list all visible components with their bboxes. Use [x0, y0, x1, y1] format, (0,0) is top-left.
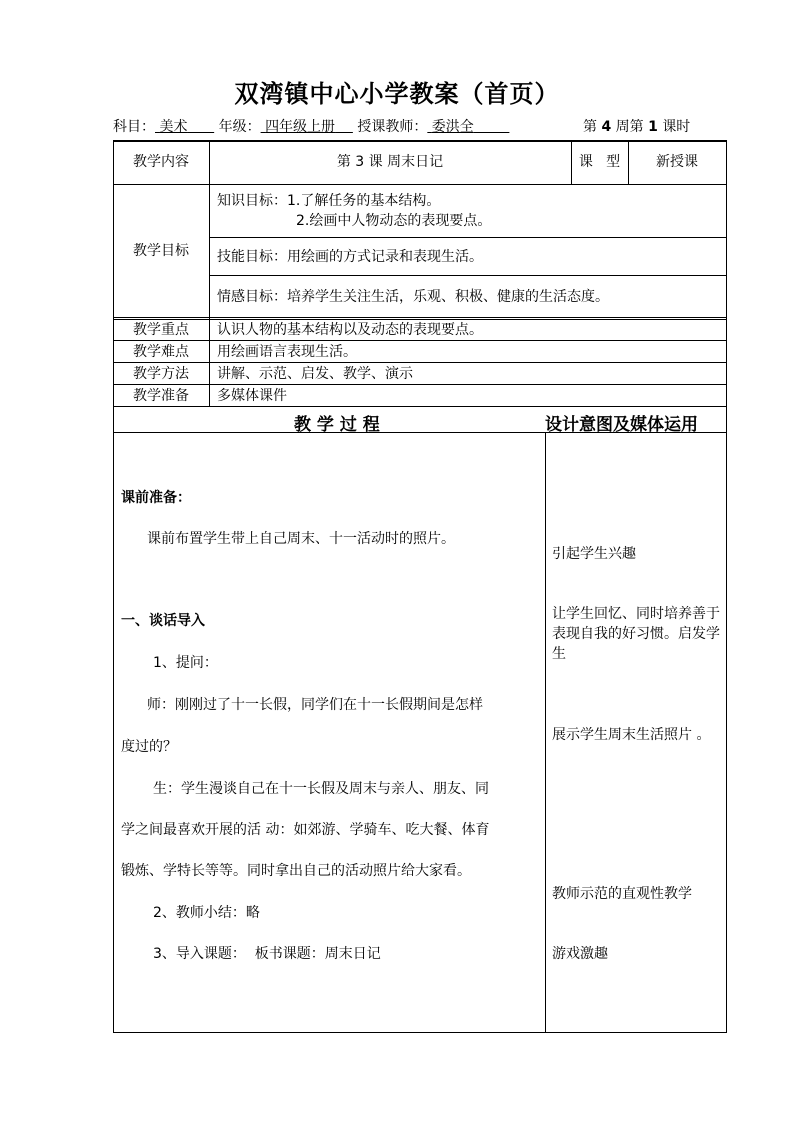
key-label: 教学重点: [133, 322, 189, 338]
skill-goal: 技能目标：用绘画的方式记录和表现生活。: [217, 249, 483, 265]
week-period: 第 4 周第 1 课时: [583, 119, 691, 135]
teacher-line-1: 师：刚刚过了十一长假，同学们在十一长假期间是怎样: [147, 697, 483, 713]
difficulty-label: 教学难点: [133, 344, 189, 360]
knowledge-goal-1: 知识目标：1.了解任务的基本结构。: [217, 193, 441, 209]
difficulty-value: 用绘画语言表现生活。: [217, 344, 357, 360]
student-line-3: 锻炼、学特长等等。同时拿出自己的活动照片给大家看。: [121, 863, 471, 879]
student-line-1: 生：学生漫谈自己在十一长假及周末与亲人、朋友、同: [153, 781, 489, 797]
prep-label: 教学准备: [133, 388, 189, 404]
method-label: 教学方法: [133, 366, 189, 382]
prep-heading: 课前准备：: [121, 490, 191, 506]
note-interest: 引起学生兴趣: [552, 546, 636, 562]
note-recall: 让学生回忆、同时培养善于表现自我的好习惯。启发学生: [552, 606, 720, 662]
grade-label: 年级：: [218, 119, 261, 135]
lesson-title: 第 3 课 周末日记: [336, 154, 444, 170]
note-demo: 教师示范的直观性教学: [552, 886, 692, 902]
note-photos: 展示学生周末生活照片 。: [552, 727, 711, 743]
content-label: 教学内容: [133, 154, 189, 170]
teacher-label: 授课教师：: [357, 119, 428, 135]
subject-value: 美术: [159, 119, 188, 135]
process-header: 教 学 过 程: [294, 415, 380, 435]
prep-text: 课前布置学生带上自己周末、十一活动时的照片。: [147, 531, 455, 547]
info-line: [113, 118, 509, 136]
step-2: 2、教师小结：略: [153, 905, 260, 921]
section-1-heading: 一、谈话导入: [121, 613, 205, 629]
note-game: 游戏激趣: [552, 946, 608, 962]
teacher-value: 委洪全: [431, 119, 474, 135]
step-1: 1、提问：: [153, 655, 218, 671]
teacher-line-2: 度过的？: [121, 739, 177, 755]
type-value: 新授课: [656, 154, 698, 170]
design-header: 设计意图及媒体运用: [545, 415, 698, 435]
step-3: 3、导入课题： 板书课题：周末日记: [153, 946, 381, 962]
key-value: 认识人物的基本结构以及动态的表现要点。: [217, 322, 483, 338]
page-title: 双湾镇中心小学教案（首页）: [234, 79, 560, 108]
goals-label: 教学目标: [133, 243, 189, 259]
knowledge-goal-2: 2.绘画中人物动态的表现要点。: [296, 213, 492, 229]
grade-value: 四年级上册: [265, 119, 336, 135]
subject-label: 科目：: [113, 119, 155, 135]
student-line-2: 学之间最喜欢开展的活 动：如郊游、学骑车、吃大餐、体育: [121, 822, 490, 838]
prep-value: 多媒体课件: [217, 388, 287, 404]
type-label: 课 型: [578, 154, 621, 170]
method-value: 讲解、示范、启发、教学、演示: [217, 366, 413, 382]
emotion-goal: 情感目标：培养学生关注生活，乐观、积极、健康的生活态度。: [217, 289, 609, 305]
